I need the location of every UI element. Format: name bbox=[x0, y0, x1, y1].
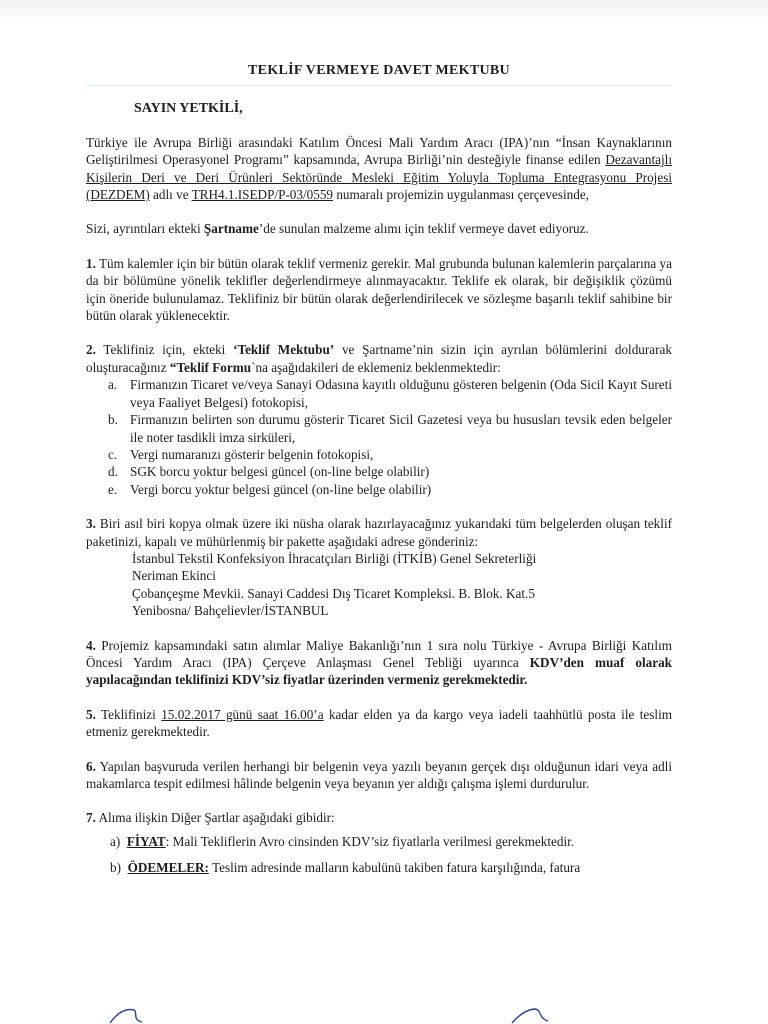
signature-mark-right bbox=[510, 1006, 550, 1024]
clause-text: Yapılan başvuruda verilen herhangi bir belgenin veya yazılı beyanın gerçek dışı olduğunun idari veya adli makamlarca tespit edilmesi hâlinde belgenin veya beyanın yer aldığı çalışma işlemi durdurulur. bbox=[86, 758, 672, 791]
clause-text: Tüm kalemler için bir bütün olarak teklif vermeniz gerekir. Mal grubunda bulunan kalemlerin parçalarına ya da bir bölümüne yönelik teklifler değerlendirmeye alınmayacaktır. Teklife ek olarak, bir değişiklik çözümü için öneride bulunulamaz. Teklifiniz bir bütün olarak değerlendirilecek ve sözleşme başarılı teklif sahibine bir bütün olarak yüklenecektir. bbox=[86, 255, 672, 324]
clause-3 bbox=[86, 515, 672, 619]
list-item bbox=[108, 463, 672, 480]
clause-text-2: kadar elden ya da kargo veya iadeli taahhütlü posta ile teslim etmeniz gerekmektedir. bbox=[86, 706, 672, 740]
list-marker: e. bbox=[108, 481, 118, 497]
condition-label: FİYAT bbox=[126, 833, 166, 849]
condition-item bbox=[110, 833, 672, 850]
clause-text: Projemiz kapsamındaki satın alımlar Maliye Bakanlığı’nın 1 sıra nolu Türkiye - Avrupa Birliği Katılım Öncesi Yardım Aracı (IPA) Çerçeve Anlaşması Genel Tebliği uyarınca bbox=[86, 637, 672, 670]
required-documents-list bbox=[86, 376, 672, 498]
list-item-text: Firmanızın Ticaret ve/veya Sanayi Odasına kayıtlı olduğunu gösteren belgenin (Oda Sicil Kayıt Sureti veya Faaliyet Belgesi) fotokopisi, bbox=[130, 377, 672, 410]
intro-text-2: adlı ve bbox=[149, 187, 192, 203]
clause-text-3: `na aşağıdakileri de eklemeniz beklenmektedir: bbox=[251, 359, 501, 375]
page-title: TEKLİF VERMEYE DAVET MEKTUBU bbox=[86, 62, 672, 86]
list-item-text: Firmanızın belirten son durumu gösterir Ticaret Sicil Gazetesi veya bu hususları tevsik eden belgeler ile noter tasdikli imza sirküleri, bbox=[130, 412, 672, 445]
scan-top-shadow bbox=[0, 0, 768, 22]
clause-5 bbox=[86, 706, 672, 741]
clause-7 bbox=[86, 809, 672, 876]
condition-marker: a) bbox=[110, 833, 121, 849]
list-item bbox=[108, 481, 672, 498]
list-item bbox=[108, 446, 672, 463]
intro-paragraph bbox=[86, 134, 672, 204]
condition-text: Teslim adresinde malların kabulünü takiben fatura karşılığında, fatura bbox=[208, 860, 581, 876]
clause-number: 1. bbox=[86, 255, 96, 271]
address-line: Çobançeşme Mevkii. Sanayi Caddesi Dış Ticaret Kompleksi. B. Blok. Kat.5 bbox=[132, 585, 535, 601]
project-reference: TRH4.1.ISEDP/P-03/0559 bbox=[191, 187, 334, 203]
address-line: Neriman Ekinci bbox=[132, 568, 216, 584]
clause-number: 3. bbox=[86, 516, 96, 532]
clause-number: 2. bbox=[86, 342, 96, 358]
invite-text-2: ’de sunulan malzeme alımı için teklif vermeye davet ediyoruz. bbox=[258, 221, 589, 237]
delivery-address bbox=[132, 550, 672, 620]
project-name: Dezavantajlı Kişilerin Deri ve Deri Ürünleri Sektöründe Mesleki Eğitim Yoluyla Topluma Entegrasyonu Projesi (DEZDEM) bbox=[86, 152, 672, 203]
list-item-text: Vergi borcu yoktur belgesi güncel (on-line belge olabilir) bbox=[130, 481, 432, 497]
list-marker: b. bbox=[108, 412, 118, 428]
condition-item bbox=[110, 859, 672, 876]
condition-marker: b) bbox=[110, 860, 121, 876]
list-item bbox=[108, 411, 672, 446]
salutation: SAYIN YETKİLİ, bbox=[134, 101, 243, 117]
clause-number: 5. bbox=[86, 706, 96, 722]
list-item-text: Vergi numaranızı gösterir belgenin fotokopisi, bbox=[130, 446, 374, 462]
clause-number: 7. bbox=[86, 810, 96, 826]
clause-1 bbox=[86, 255, 672, 325]
list-item bbox=[108, 376, 672, 411]
invite-text: Sizi, ayrıntıları ekteki bbox=[86, 221, 204, 237]
conditions-list bbox=[86, 833, 672, 877]
submission-deadline: 15.02.2017 günü saat 16.00’a bbox=[161, 706, 324, 722]
intro-text: Türkiye ile Avrupa Birliği arasındaki Katılım Öncesi Mali Yardım Aracı (IPA)’nın “İnsan Kaynaklarının Geliştirilmesi Operasyonel Programı” kapsamında, Avrupa Birliği’nin desteğiyle finanse edilen bbox=[86, 134, 672, 168]
address-line: İstanbul Tekstil Konfeksiyon İhracatçıları Birliği (İTKİB) Genel Sekreterliği bbox=[132, 550, 537, 566]
address-line: Yenibosna/ Bahçelievler/İSTANBUL bbox=[132, 603, 329, 619]
clause-text: Teklifinizi bbox=[95, 706, 162, 722]
clause-text: Biri asıl biri kopya olmak üzere iki nüsha olarak hazırlayacağınız yukarıdaki tüm belgelerden oluşan teklif paketinizi, kapalı ve mühürlenmiş bir pakette aşağıdaki adrese gönderiniz: bbox=[86, 516, 672, 549]
letter-page bbox=[86, 62, 672, 886]
list-item-text: SGK borcu yoktur belgesi güncel (on-line belge olabilir) bbox=[130, 464, 430, 480]
vat-exemption-note: KDV’den muaf olarak yapılacağından teklifinizi KDV’siz fiyatlar üzerinden vermeniz gerekmektedir. bbox=[86, 654, 673, 688]
list-marker: d. bbox=[108, 464, 118, 480]
clause-4 bbox=[86, 637, 672, 689]
condition-text: : Mali Tekliflerin Avro cinsinden KDV’siz fiyatlarla verilmesi gerekmektedir. bbox=[165, 833, 575, 849]
signature-mark-left bbox=[108, 1006, 148, 1024]
condition-label: ÖDEMELER: bbox=[127, 860, 209, 876]
clause-number: 4. bbox=[86, 637, 96, 653]
clause-6 bbox=[86, 758, 672, 793]
clause-text-2: ve Şartname’nin sizin için ayrılan bölümlerini doldurarak oluşturacağınız bbox=[86, 342, 672, 375]
clause-text: Alıma ilişkin Diğer Şartlar aşağıdaki gibidir: bbox=[95, 810, 335, 826]
specification-term: Şartname bbox=[203, 221, 259, 237]
clause-2 bbox=[86, 341, 672, 498]
list-marker: c. bbox=[108, 446, 118, 462]
list-marker: a. bbox=[108, 377, 118, 393]
intro-text-3: numaralı projemizin uygulanması çerçevesinde, bbox=[333, 187, 589, 203]
clause-text: Teklifiniz için, ekteki bbox=[95, 342, 234, 358]
clause-number: 6. bbox=[86, 758, 96, 774]
offer-letter-term: ‘Teklif Mektubu’ bbox=[233, 342, 335, 358]
invitation-paragraph bbox=[86, 220, 672, 237]
offer-form-term: “Teklif Formu bbox=[169, 359, 252, 375]
